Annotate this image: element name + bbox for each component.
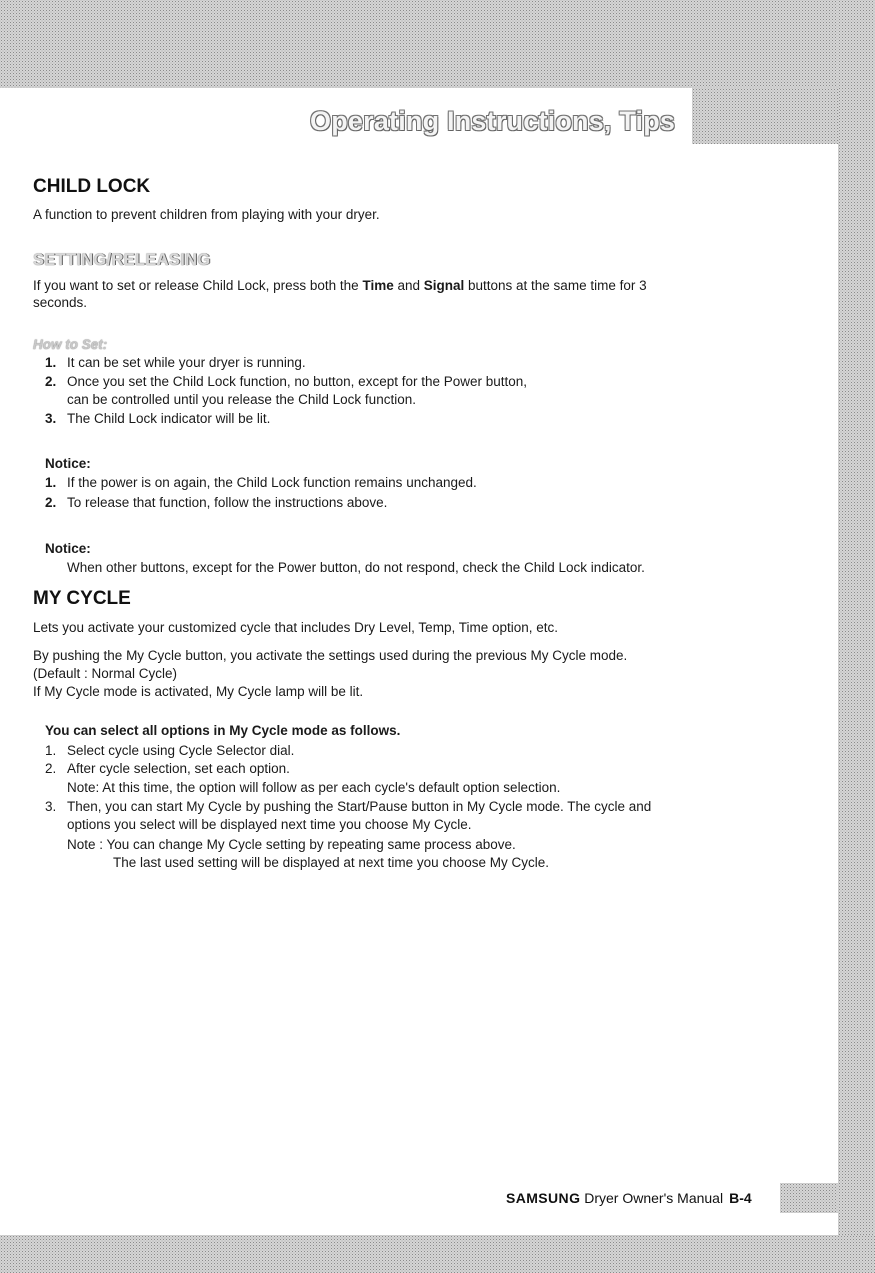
how-to-step-2 bbox=[45, 373, 527, 390]
child-lock-heading: CHILD LOCK bbox=[33, 176, 151, 197]
my-cycle-step-3-note: Note : You can change My Cycle setting by repeating same process above. bbox=[67, 837, 516, 852]
page-header-title: Operating Instructions, Tips bbox=[310, 106, 676, 136]
how-to-step-2-cont: can be controlled until you release the Child Lock function. bbox=[67, 392, 416, 407]
my-cycle-step-3-note-cont: The last used setting will be displayed at next time you choose My Cycle. bbox=[113, 855, 549, 870]
step-number: 2. bbox=[45, 374, 57, 389]
step-number: 2. bbox=[45, 761, 57, 776]
my-cycle-step-3 bbox=[45, 798, 651, 815]
time-button-label: Time bbox=[362, 278, 394, 293]
my-cycle-step-2 bbox=[45, 760, 290, 777]
setting-paragraph bbox=[33, 277, 823, 294]
step-text: Select cycle using Cycle Selector dial. bbox=[67, 743, 295, 758]
footer-decorative-block bbox=[780, 1183, 838, 1213]
child-lock-intro: A function to prevent children from playing with your dryer. bbox=[33, 207, 380, 222]
step-number: 3. bbox=[45, 411, 57, 426]
notice-2-label: Notice: bbox=[45, 541, 91, 556]
step-text: Once you set the Child Lock function, no button, except for the Power button, bbox=[67, 374, 528, 389]
my-cycle-intro: Lets you activate your customized cycle that includes Dry Level, Temp, Time option, etc. bbox=[33, 620, 558, 635]
my-cycle-para-2: (Default : Normal Cycle) bbox=[33, 666, 178, 681]
top-decorative-band bbox=[0, 0, 875, 88]
setting-releasing-heading: SETTING/RELEASING bbox=[33, 251, 211, 269]
notice-1-item-2 bbox=[45, 494, 387, 511]
notice-text: To release that function, follow the instructions above. bbox=[67, 495, 388, 510]
right-decorative-band bbox=[838, 0, 875, 1273]
my-cycle-step-1 bbox=[45, 742, 294, 759]
signal-button-label: Signal bbox=[423, 278, 465, 293]
my-cycle-step-3-cont: options you select will be displayed next time you choose My Cycle. bbox=[67, 817, 472, 832]
step-text: After cycle selection, set each option. bbox=[67, 761, 290, 776]
bottom-decorative-band bbox=[0, 1235, 875, 1273]
step-number: 3. bbox=[45, 799, 57, 814]
step-text: It can be set while your dryer is running. bbox=[67, 355, 306, 370]
notice-1-item-1 bbox=[45, 474, 477, 491]
footer-manual-title: Dryer Owner's Manual bbox=[580, 1190, 724, 1206]
step-text: Then, you can start My Cycle by pushing the Start/Pause button in My Cycle mode. The cycle and bbox=[67, 799, 652, 814]
page-footer bbox=[506, 1190, 752, 1206]
notice-text: If the power is on again, the Child Lock function remains unchanged. bbox=[67, 475, 477, 490]
my-cycle-step-2-note: Note: At this time, the option will follow as per each cycle's default option selection. bbox=[67, 780, 561, 795]
notice-1-label: Notice: bbox=[45, 456, 91, 471]
setting-paragraph-cont: seconds. bbox=[33, 295, 88, 310]
my-cycle-para-3: If My Cycle mode is activated, My Cycle lamp will be lit. bbox=[33, 684, 364, 699]
notice-2-text: When other buttons, except for the Power button, do not respond, check the Child Lock indicator. bbox=[67, 560, 645, 575]
step-number: 1. bbox=[45, 355, 57, 370]
my-cycle-para-1: By pushing the My Cycle button, you activate the settings used during the previous My Cycle mode. bbox=[33, 648, 628, 663]
setting-text-2: and bbox=[393, 278, 424, 293]
how-to-step-3 bbox=[45, 410, 270, 427]
header-decorative-block bbox=[692, 88, 838, 144]
step-text: The Child Lock indicator will be lit. bbox=[67, 411, 271, 426]
how-to-set-label: How to Set: bbox=[33, 337, 108, 352]
my-cycle-options-heading: You can select all options in My Cycle mode as follows. bbox=[45, 723, 401, 738]
setting-text-1: If you want to set or release Child Lock, press both the bbox=[33, 278, 363, 293]
brand-logo-text: SAMSUNG bbox=[506, 1190, 581, 1206]
notice-number: 2. bbox=[45, 495, 57, 510]
how-to-step-1 bbox=[45, 354, 306, 371]
my-cycle-heading: MY CYCLE bbox=[33, 588, 131, 609]
step-number: 1. bbox=[45, 743, 57, 758]
setting-text-3: buttons at the same time for 3 bbox=[464, 278, 647, 293]
notice-number: 1. bbox=[45, 475, 57, 490]
page-number: B-4 bbox=[729, 1190, 752, 1206]
